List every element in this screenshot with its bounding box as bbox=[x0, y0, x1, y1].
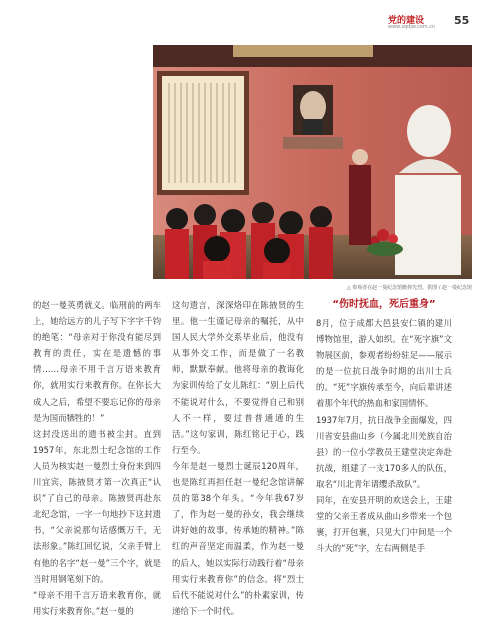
page-header bbox=[0, 0, 484, 36]
museum-photo bbox=[153, 45, 472, 279]
museum-visit-illustration bbox=[153, 45, 472, 279]
photo-caption: △ 参观者在赵一曼纪念馆瞻仰先烈。供图 / 赵一曼纪念馆 bbox=[346, 285, 472, 291]
article-text-col3: 8月，位于成都大邑县安仁镇的建川博物馆里，游人如织。在“死字旗”文物展区前，参观者纷纷驻足——展示的是一位抗日战争时期的出川士兵的。“死”字旗传承至今，向后辈讲述着那个年代的热血和家国情怀。 1937年7月，抗日战争全面爆发，四川省安县曲山乡（今属北川羌族自治县）的一位小学教员王建堂决定奔赴抗战，组建了一支170多人的队伍，取名“川北青年请缨杀敌队”。 同年，在安县开明的欢送会上，王建堂的父亲王者成从曲山乡带来一个包裹，打开包裹，只见大门中间是一个斗大的“死”字，左右两侧是手 bbox=[316, 318, 452, 554]
magazine-url: www.sqdjw.com.cn bbox=[388, 24, 436, 30]
page-number: 55 bbox=[454, 14, 470, 27]
article-column-2 bbox=[172, 297, 304, 619]
magazine-logo: 党的建设 bbox=[388, 16, 425, 26]
article-column-1 bbox=[33, 297, 161, 619]
article-column-3 bbox=[316, 297, 452, 556]
section-heading: “伤时抚血，死后重身” bbox=[332, 299, 436, 310]
article-text-col2: 这句遗言，深深烙印在陈掖贤的生里。他一生谨记母亲的嘱托，从中国人民大学外交系毕业后，他没有从事外交工作，而是做了一名教师，默默奉献。他将母亲的教诲化为家训传给了女儿陈红：“别上后代不能说对什么，不要觉得自己和别人不一样，要过普普通通的生活。”这句家训，陈红铭记于心，践行至今。 今年是赵一曼烈士诞辰120周年，也是陈红再担任赵一曼纪念馆讲解员的第38个年头。“今年我67岁了，作为赵一曼的孙女，我会继续讲好她的故事，传承她的精神。”陈红的声音坚定而温柔，作为赵一曼的后人，她以实际行动践行着“母亲用实行来教育你”的信念。将“烈士后代不能说对什么”的朴素家训，传递给下一个时代。 bbox=[172, 300, 304, 616]
article-text-col1: 的赵一曼英勇就义。临刑前的两车上，她给远方的儿子写下字字千钧的绝笔：“母亲对于你没有能尽到教育的责任，实在是遗憾的事情……母亲不用千言万语来教育你，就用实行来教育你。在你长大成人之后，希望不要忘记你的母亲是为国而牺牲的！” 这封没送出的遗书被尘封。直到1957年，东北烈士纪念馆的工作人员为核实赵一曼烈士身份来到四川宜宾，陈掖贤才第一次真正“认识”了自己的母亲。陈掖贤再赴东北纪念馆，一字一句地抄下这封遗书，“父亲说那句话感慨万千，无法形象。”陈红回忆说，父亲手臂上有他的名字“赵一曼”三个字，就是当时用钢笔刻下的。 “母亲不用千言万语来教育你，就用实行来教育你。”赵一曼的 bbox=[33, 300, 161, 616]
